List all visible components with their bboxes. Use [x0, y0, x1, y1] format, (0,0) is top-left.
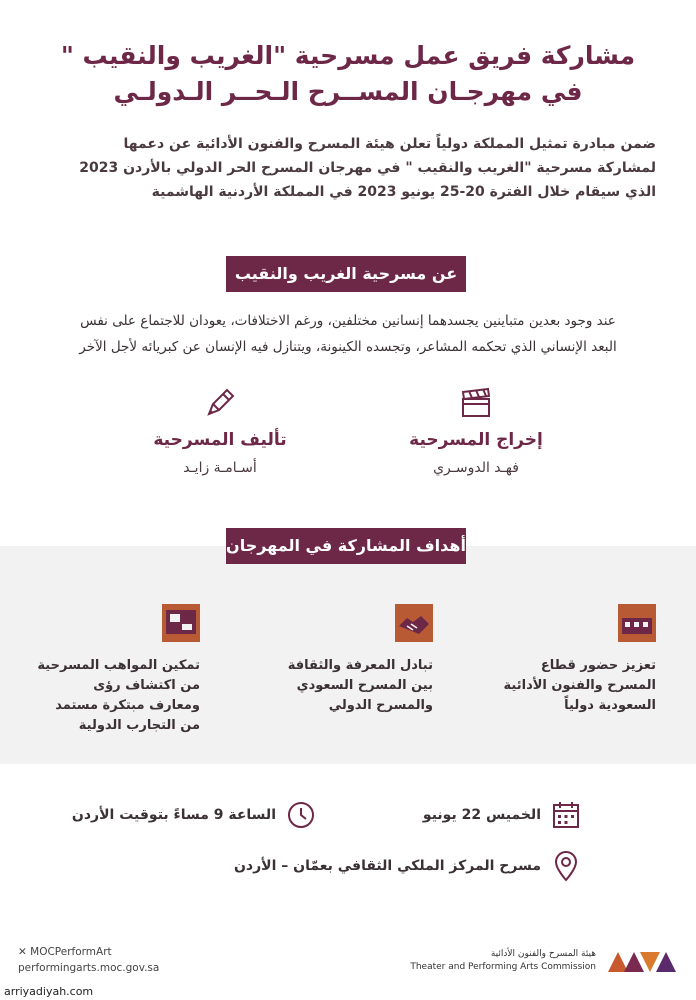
- event-time: الساعة 9 مساءً بتوقيت الأردن: [71, 807, 276, 823]
- event-date-row: [423, 800, 581, 830]
- about-line-1: عند وجود بعدين متباينين يجسدهما إنسانين مختلفين، ورغم الاختلافات، يعودان للاجتماع على نفس: [80, 313, 616, 329]
- social-handle-row: [18, 944, 159, 960]
- theater-seats-icon: [618, 604, 656, 642]
- director-role: إخراج المسرحية: [409, 430, 543, 450]
- event-venue-row: [234, 850, 581, 882]
- website-link[interactable]: performingarts.moc.gov.sa: [18, 962, 160, 974]
- watermark: arriyadiyah.com: [4, 985, 94, 998]
- twitter-icon: ✕: [18, 946, 27, 958]
- stage-icon: [162, 604, 200, 642]
- intro-line-1: ضمن مبادرة تمثيل المملكة دولياً تعلن هيئة المسرح والفنون الأدائية عن دعمها: [123, 136, 656, 152]
- event-venue: مسرح المركز الملكي الثقافي بعمّان – الأردن: [233, 858, 541, 874]
- commission-name-ar: هيئة المسرح والفنون الأدائية: [490, 949, 596, 959]
- location-pin-icon: [551, 850, 581, 882]
- goal-3-text: [30, 656, 200, 736]
- goals-heading: أهداف المشاركة في المهرجان: [226, 528, 466, 564]
- intro-line-2: لمشاركة مسرحية "الغريب والنقيب " في مهرجان المسرح الحر الدولي بالأردن 2023: [79, 160, 656, 176]
- author-role: تأليف المسرحية: [153, 430, 287, 450]
- event-date: الخميس 22 يونيو: [422, 807, 541, 823]
- intro-line-3: الذي سيقام خلال الفترة 20-25 يونيو 2023 في المملكة الأردنية الهاشمية: [151, 184, 656, 200]
- social-handle[interactable]: MOCPerformArt: [30, 946, 112, 958]
- goal-1-line-3: السعودية دولياً: [564, 698, 656, 713]
- goal-2-line-2: بين المسرح السعودي: [296, 678, 433, 693]
- footer-links: [18, 944, 159, 976]
- goal-1-text: [486, 656, 656, 716]
- page-title: [20, 38, 676, 110]
- about-line-2: البعد الإنساني الذي تحكمه المشاعر، وتجسده الكينونة، ويتنازل فيه الإنسان عن كبريائه لأجل الآخر: [79, 339, 617, 355]
- about-heading: عن مسرحية الغريب والنقيب: [226, 256, 466, 292]
- goal-item: [263, 604, 433, 716]
- handshake-icon: [395, 604, 433, 642]
- credit-author: [120, 386, 320, 476]
- clapperboard-icon: [459, 386, 493, 420]
- goal-3-line-4: من التجارب الدولية: [78, 718, 200, 733]
- director-name: فهـد الدوسـري: [433, 460, 519, 476]
- goal-3-line-1: تمكين المواهب المسرحية: [37, 658, 200, 673]
- intro-paragraph: [40, 132, 656, 204]
- goal-3-line-3: ومعارف مبتكرة مستمد: [55, 698, 200, 713]
- author-name: أسـامـة زايـد: [183, 460, 257, 476]
- calendar-icon: [551, 800, 581, 830]
- goal-2-text: [263, 656, 433, 716]
- credit-director: [376, 386, 576, 476]
- clock-icon: [286, 800, 316, 830]
- goal-1-line-2: المسرح والفنون الأدائية: [503, 678, 656, 693]
- title-line-2: في مهرجـان المســرح الـحــر الـدولـي: [113, 77, 583, 106]
- goal-3-line-2: من اكتشاف رؤى: [93, 678, 200, 693]
- commission-logo-block: [410, 948, 676, 974]
- goal-2-line-1: تبادل المعرفة والثقافة: [287, 658, 433, 673]
- commission-logo: [606, 948, 676, 974]
- goal-2-line-3: والمسرح الدولي: [328, 698, 433, 713]
- about-text: [30, 308, 666, 360]
- goal-item: [30, 604, 200, 736]
- event-time-row: [72, 800, 316, 830]
- commission-name-en: Theater and Performing Arts Commission: [410, 962, 596, 972]
- goal-1-line-1: تعزيز حضور قطاع: [540, 658, 656, 673]
- pen-icon: [203, 386, 237, 420]
- commission-names: [410, 948, 596, 974]
- goal-item: [486, 604, 656, 716]
- title-line-1: مشاركة فريق عمل مسرحية "الغريب والنقيب ": [60, 41, 636, 70]
